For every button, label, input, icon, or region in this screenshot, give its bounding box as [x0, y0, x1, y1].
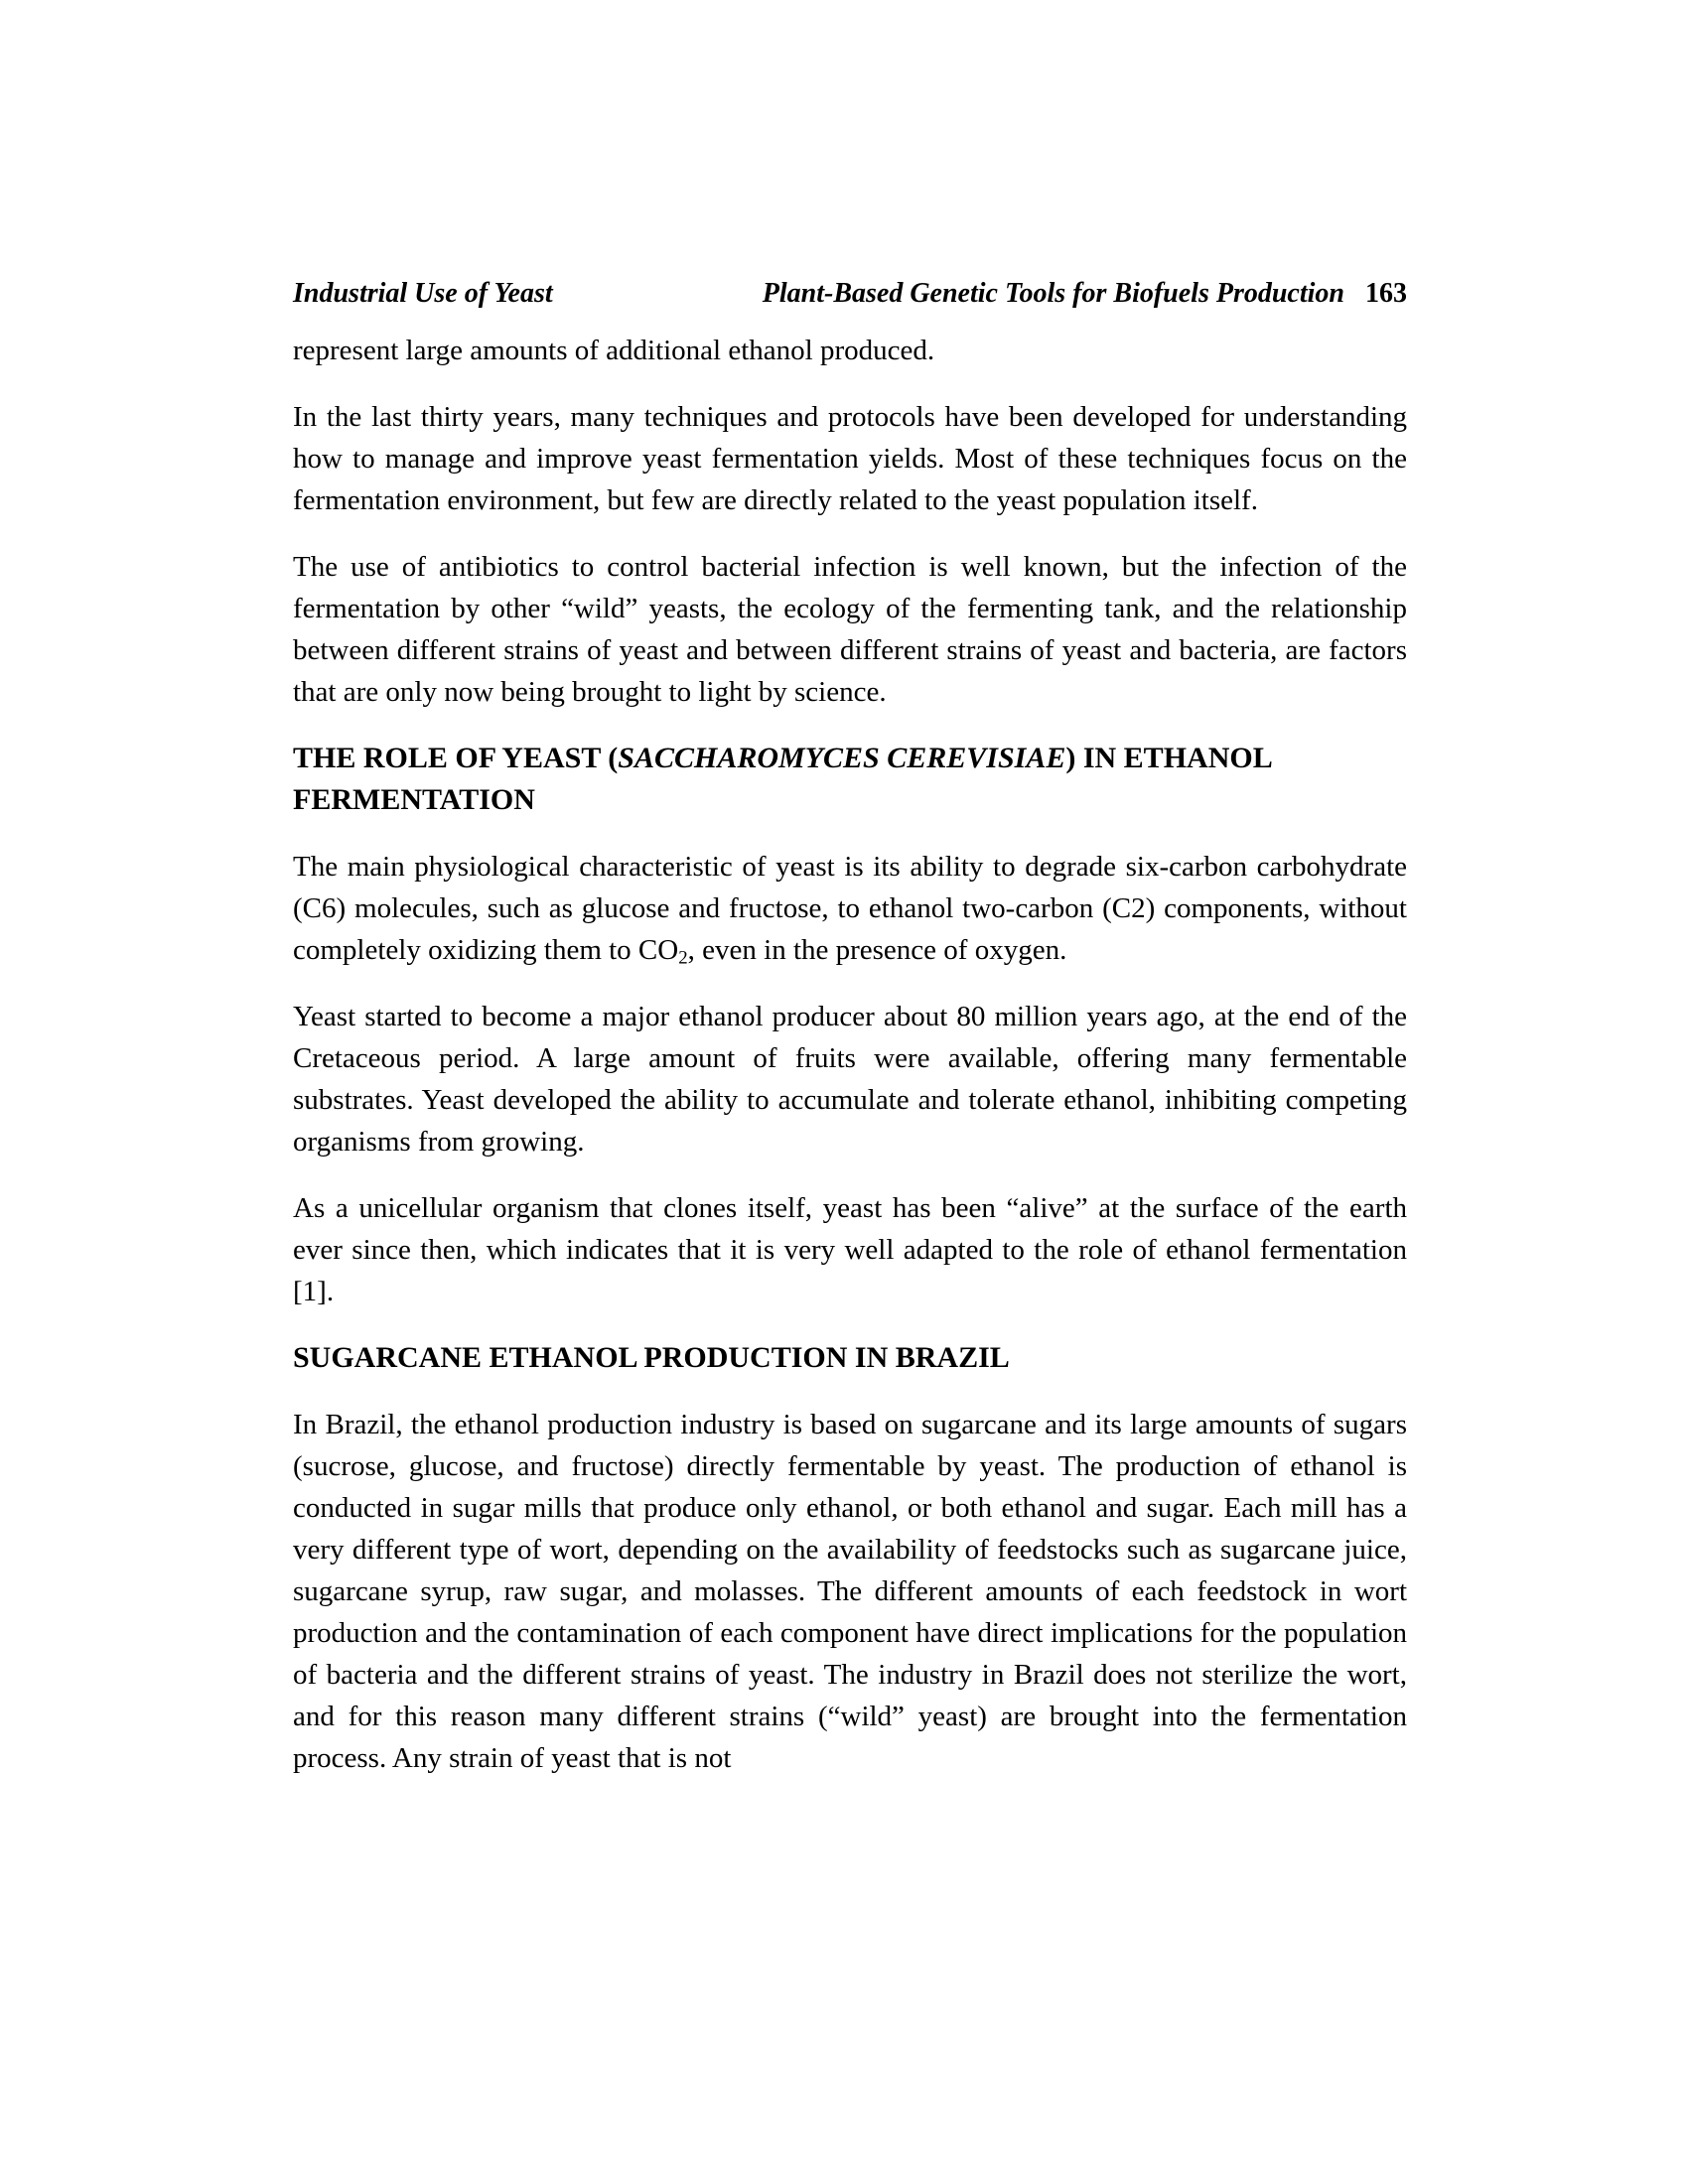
page-number: 163: [1365, 278, 1407, 309]
heading-prefix: THE ROLE OF YEAST (: [293, 742, 619, 774]
running-head: [293, 276, 1407, 312]
running-head-left: Industrial Use of Yeast: [293, 278, 553, 309]
heading-suffix: ) IN ETHANOL FERMENTATION: [293, 742, 1272, 816]
co2-subscript: 2: [678, 947, 688, 969]
paragraph-unicellular: As a unicellular organism that clones itself, yeast has been “alive” at the surface of the earth ever since then, which indicates that it is very well adapted to the role of ethanol fermentation [1].: [293, 1192, 1407, 1307]
paragraph-carryover: represent large amounts of additional ethanol produced.: [293, 335, 935, 366]
paragraph-physiology: [293, 846, 1407, 971]
section-heading-role-of-yeast: [293, 738, 1407, 821]
paragraph-antibiotics: The use of antibiotics to control bacterial infection is well known, but the infection of the fermentation by other “wild” yeasts, the ecology of the fermenting tank, and the relationship between different strains of yeast and between different strains of yeast and bacteria, are factors that are only now being brought to light by science.: [293, 551, 1407, 708]
paragraph-history: Yeast started to become a major ethanol producer about 80 million years ago, at the end of the Cretaceous period. A large amount of fruits were available, offering many fermentable substrates. Yeast developed the ability to accumulate and tolerate ethanol, inhibiting competing organisms from growing.: [293, 1001, 1407, 1158]
paragraph-techniques: In the last thirty years, many techniques and protocols have been developed for understanding how to manage and improve yeast fermentation yields. Most of these techniques focus on the fermentation environment, but few are directly related to the yeast population itself.: [293, 401, 1407, 516]
running-head-right-title: Plant-Based Genetic Tools for Biofuels Production: [762, 278, 1344, 309]
physiology-text-before-subscript: The main physiological characteristic of yeast is its ability to degrade six-carbon carbohydrate (C6) molecules, such as glucose and fructose, to ethanol two-carbon (C2) components, without completely oxidizing them to CO: [293, 851, 1407, 966]
section-heading-sugarcane: SUGARCANE ETHANOL PRODUCTION IN BRAZIL: [293, 1341, 1010, 1374]
page-content: [293, 276, 1407, 1804]
paragraph-brazil: In Brazil, the ethanol production industry is based on sugarcane and its large amounts of sugars (sucrose, glucose, and fructose) directly fermentable by yeast. The production of ethanol is conducted in sugar mills that produce only ethanol, or both ethanol and sugar. Each mill has a very different type of wort, depending on the availability of feedstocks such as sugarcane juice, sugarcane syrup, raw sugar, and molasses. The different amounts of each feedstock in wort production and the contamination of each component have direct implications for the population of bacteria and the different strains of yeast. The industry in Brazil does not sterilize the wort, and for this reason many different strains (“wild” yeast) are brought into the fermentation process. Any strain of yeast that is not: [293, 1409, 1407, 1774]
physiology-text-after-subscript: , even in the presence of oxygen.: [687, 934, 1067, 966]
running-head-right: [763, 276, 1407, 312]
heading-latin-name: SACCHAROMYCES CEREVISIAE: [618, 742, 1066, 774]
